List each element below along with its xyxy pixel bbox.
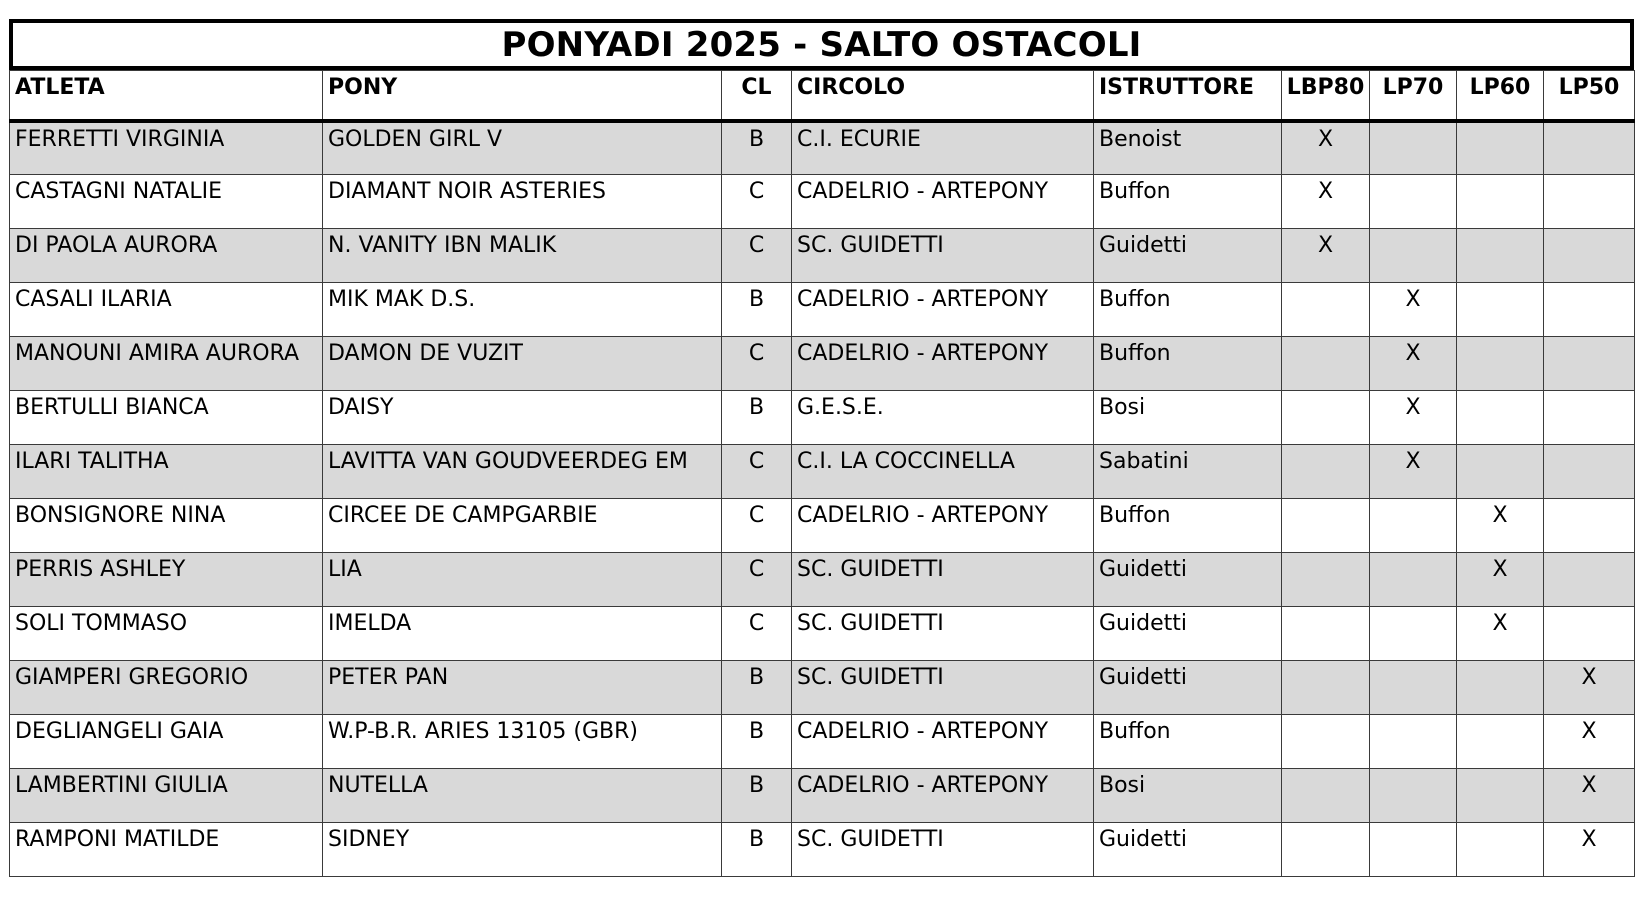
cell-lp70: [1370, 661, 1457, 715]
table-row: [10, 553, 1635, 607]
cell-lbp80: X: [1282, 175, 1370, 229]
cell-pony: LAVITTA VAN GOUDVEERDEG EM: [323, 445, 722, 499]
cell-lp70: X: [1370, 391, 1457, 445]
cell-circolo: SC. GUIDETTI: [792, 553, 1094, 607]
cell-cl: B: [722, 715, 792, 769]
cell-lp50: [1544, 391, 1635, 445]
cell-lp60: [1457, 823, 1544, 877]
cell-lp60: [1457, 715, 1544, 769]
cell-lp70: [1370, 121, 1457, 175]
cell-lbp80: [1282, 391, 1370, 445]
cell-istruttore: Buffon: [1094, 499, 1282, 553]
cell-atleta: MANOUNI AMIRA AURORA: [10, 337, 323, 391]
cell-circolo: C.I. LA COCCINELLA: [792, 445, 1094, 499]
cell-istruttore: Guidetti: [1094, 229, 1282, 283]
header-cl: CL: [722, 71, 792, 121]
cell-istruttore: Benoist: [1094, 121, 1282, 175]
cell-lbp80: [1282, 337, 1370, 391]
cell-cl: B: [722, 391, 792, 445]
header-pony: PONY: [323, 71, 722, 121]
cell-circolo: SC. GUIDETTI: [792, 823, 1094, 877]
cell-istruttore: Bosi: [1094, 769, 1282, 823]
table-row: [10, 175, 1635, 229]
table-row: [10, 283, 1635, 337]
cell-lp50: X: [1544, 661, 1635, 715]
header-lp70: LP70: [1370, 71, 1457, 121]
cell-lp50: X: [1544, 823, 1635, 877]
header-lp50: LP50: [1544, 71, 1635, 121]
cell-lp50: [1544, 337, 1635, 391]
cell-lbp80: [1282, 715, 1370, 769]
cell-atleta: DI PAOLA AURORA: [10, 229, 323, 283]
cell-pony: LIA: [323, 553, 722, 607]
cell-lp70: [1370, 607, 1457, 661]
cell-lp70: [1370, 499, 1457, 553]
cell-lp70: [1370, 229, 1457, 283]
cell-pony: DAMON DE VUZIT: [323, 337, 722, 391]
cell-istruttore: Guidetti: [1094, 553, 1282, 607]
cell-lp60: X: [1457, 553, 1544, 607]
cell-circolo: SC. GUIDETTI: [792, 661, 1094, 715]
cell-circolo: CADELRIO - ARTEPONY: [792, 283, 1094, 337]
cell-pony: SIDNEY: [323, 823, 722, 877]
cell-istruttore: Buffon: [1094, 283, 1282, 337]
spreadsheet: [9, 19, 1634, 877]
header-atleta: ATLETA: [10, 71, 323, 121]
cell-lp50: [1544, 607, 1635, 661]
cell-istruttore: Buffon: [1094, 175, 1282, 229]
table-row: [10, 337, 1635, 391]
cell-circolo: CADELRIO - ARTEPONY: [792, 175, 1094, 229]
cell-cl: C: [722, 175, 792, 229]
cell-lbp80: [1282, 499, 1370, 553]
cell-circolo: CADELRIO - ARTEPONY: [792, 769, 1094, 823]
cell-circolo: SC. GUIDETTI: [792, 229, 1094, 283]
cell-lp60: [1457, 175, 1544, 229]
cell-lp50: X: [1544, 715, 1635, 769]
cell-atleta: LAMBERTINI GIULIA: [10, 769, 323, 823]
cell-lp60: [1457, 661, 1544, 715]
cell-lp50: [1544, 445, 1635, 499]
header-lp60: LP60: [1457, 71, 1544, 121]
cell-lp60: [1457, 337, 1544, 391]
cell-pony: IMELDA: [323, 607, 722, 661]
cell-lp50: X: [1544, 769, 1635, 823]
cell-lp70: [1370, 823, 1457, 877]
cell-atleta: BERTULLI BIANCA: [10, 391, 323, 445]
table-row: [10, 121, 1635, 175]
cell-pony: DAISY: [323, 391, 722, 445]
cell-lbp80: [1282, 823, 1370, 877]
table-row: [10, 499, 1635, 553]
cell-atleta: SOLI TOMMASO: [10, 607, 323, 661]
cell-cl: B: [722, 823, 792, 877]
cell-istruttore: Buffon: [1094, 715, 1282, 769]
cell-lbp80: [1282, 661, 1370, 715]
cell-istruttore: Guidetti: [1094, 607, 1282, 661]
cell-atleta: PERRIS ASHLEY: [10, 553, 323, 607]
cell-atleta: CASTAGNI NATALIE: [10, 175, 323, 229]
page-title: PONYADI 2025 - SALTO OSTACOLI: [501, 24, 1142, 65]
cell-lp60: [1457, 769, 1544, 823]
cell-lbp80: [1282, 769, 1370, 823]
cell-lp60: X: [1457, 499, 1544, 553]
cell-lp60: [1457, 229, 1544, 283]
cell-istruttore: Bosi: [1094, 391, 1282, 445]
table-row: [10, 769, 1635, 823]
cell-lp60: [1457, 283, 1544, 337]
cell-lp70: [1370, 715, 1457, 769]
table-row: [10, 445, 1635, 499]
cell-atleta: ILARI TALITHA: [10, 445, 323, 499]
cell-lbp80: X: [1282, 229, 1370, 283]
cell-lp70: [1370, 175, 1457, 229]
cell-lbp80: [1282, 607, 1370, 661]
table-row: [10, 823, 1635, 877]
cell-lp60: [1457, 445, 1544, 499]
cell-lp50: [1544, 121, 1635, 175]
cell-lp50: [1544, 499, 1635, 553]
cell-lp70: [1370, 553, 1457, 607]
cell-circolo: CADELRIO - ARTEPONY: [792, 337, 1094, 391]
table-row: [10, 229, 1635, 283]
cell-circolo: G.E.S.E.: [792, 391, 1094, 445]
header-row: [10, 71, 1635, 121]
cell-atleta: CASALI ILARIA: [10, 283, 323, 337]
cell-circolo: CADELRIO - ARTEPONY: [792, 499, 1094, 553]
cell-lbp80: X: [1282, 121, 1370, 175]
cell-cl: C: [722, 607, 792, 661]
entries-table: [9, 70, 1635, 877]
cell-pony: DIAMANT NOIR ASTERIES: [323, 175, 722, 229]
cell-cl: B: [722, 283, 792, 337]
cell-lp50: [1544, 175, 1635, 229]
cell-cl: B: [722, 769, 792, 823]
cell-pony: GOLDEN GIRL V: [323, 121, 722, 175]
cell-cl: B: [722, 661, 792, 715]
cell-lp50: [1544, 283, 1635, 337]
cell-pony: W.P-B.R. ARIES 13105 (GBR): [323, 715, 722, 769]
cell-cl: C: [722, 445, 792, 499]
table-row: [10, 607, 1635, 661]
cell-lbp80: [1282, 445, 1370, 499]
cell-pony: CIRCEE DE CAMPGARBIE: [323, 499, 722, 553]
cell-lp50: [1544, 553, 1635, 607]
table-row: [10, 391, 1635, 445]
cell-atleta: FERRETTI VIRGINIA: [10, 121, 323, 175]
cell-atleta: GIAMPERI GREGORIO: [10, 661, 323, 715]
cell-lp60: [1457, 121, 1544, 175]
cell-circolo: CADELRIO - ARTEPONY: [792, 715, 1094, 769]
cell-istruttore: Guidetti: [1094, 823, 1282, 877]
cell-lbp80: [1282, 553, 1370, 607]
cell-atleta: RAMPONI MATILDE: [10, 823, 323, 877]
cell-lp70: X: [1370, 337, 1457, 391]
cell-istruttore: Buffon: [1094, 337, 1282, 391]
cell-pony: NUTELLA: [323, 769, 722, 823]
cell-lbp80: [1282, 283, 1370, 337]
cell-lp70: X: [1370, 445, 1457, 499]
cell-lp50: [1544, 229, 1635, 283]
cell-istruttore: Guidetti: [1094, 661, 1282, 715]
cell-circolo: C.I. ECURIE: [792, 121, 1094, 175]
cell-pony: N. VANITY IBN MALIK: [323, 229, 722, 283]
cell-cl: C: [722, 553, 792, 607]
cell-lp60: X: [1457, 607, 1544, 661]
header-circolo: CIRCOLO: [792, 71, 1094, 121]
header-lbp80: LBP80: [1282, 71, 1370, 121]
header-istruttore: ISTRUTTORE: [1094, 71, 1282, 121]
cell-lp70: [1370, 769, 1457, 823]
cell-pony: MIK MAK D.S.: [323, 283, 722, 337]
cell-atleta: BONSIGNORE NINA: [10, 499, 323, 553]
cell-lp60: [1457, 391, 1544, 445]
cell-cl: C: [722, 337, 792, 391]
cell-circolo: SC. GUIDETTI: [792, 607, 1094, 661]
cell-pony: PETER PAN: [323, 661, 722, 715]
table-row: [10, 715, 1635, 769]
cell-cl: C: [722, 499, 792, 553]
cell-istruttore: Sabatini: [1094, 445, 1282, 499]
cell-cl: C: [722, 229, 792, 283]
table-row: [10, 661, 1635, 715]
cell-atleta: DEGLIANGELI GAIA: [10, 715, 323, 769]
cell-lp70: X: [1370, 283, 1457, 337]
title-box: [9, 19, 1634, 70]
cell-cl: B: [722, 121, 792, 175]
